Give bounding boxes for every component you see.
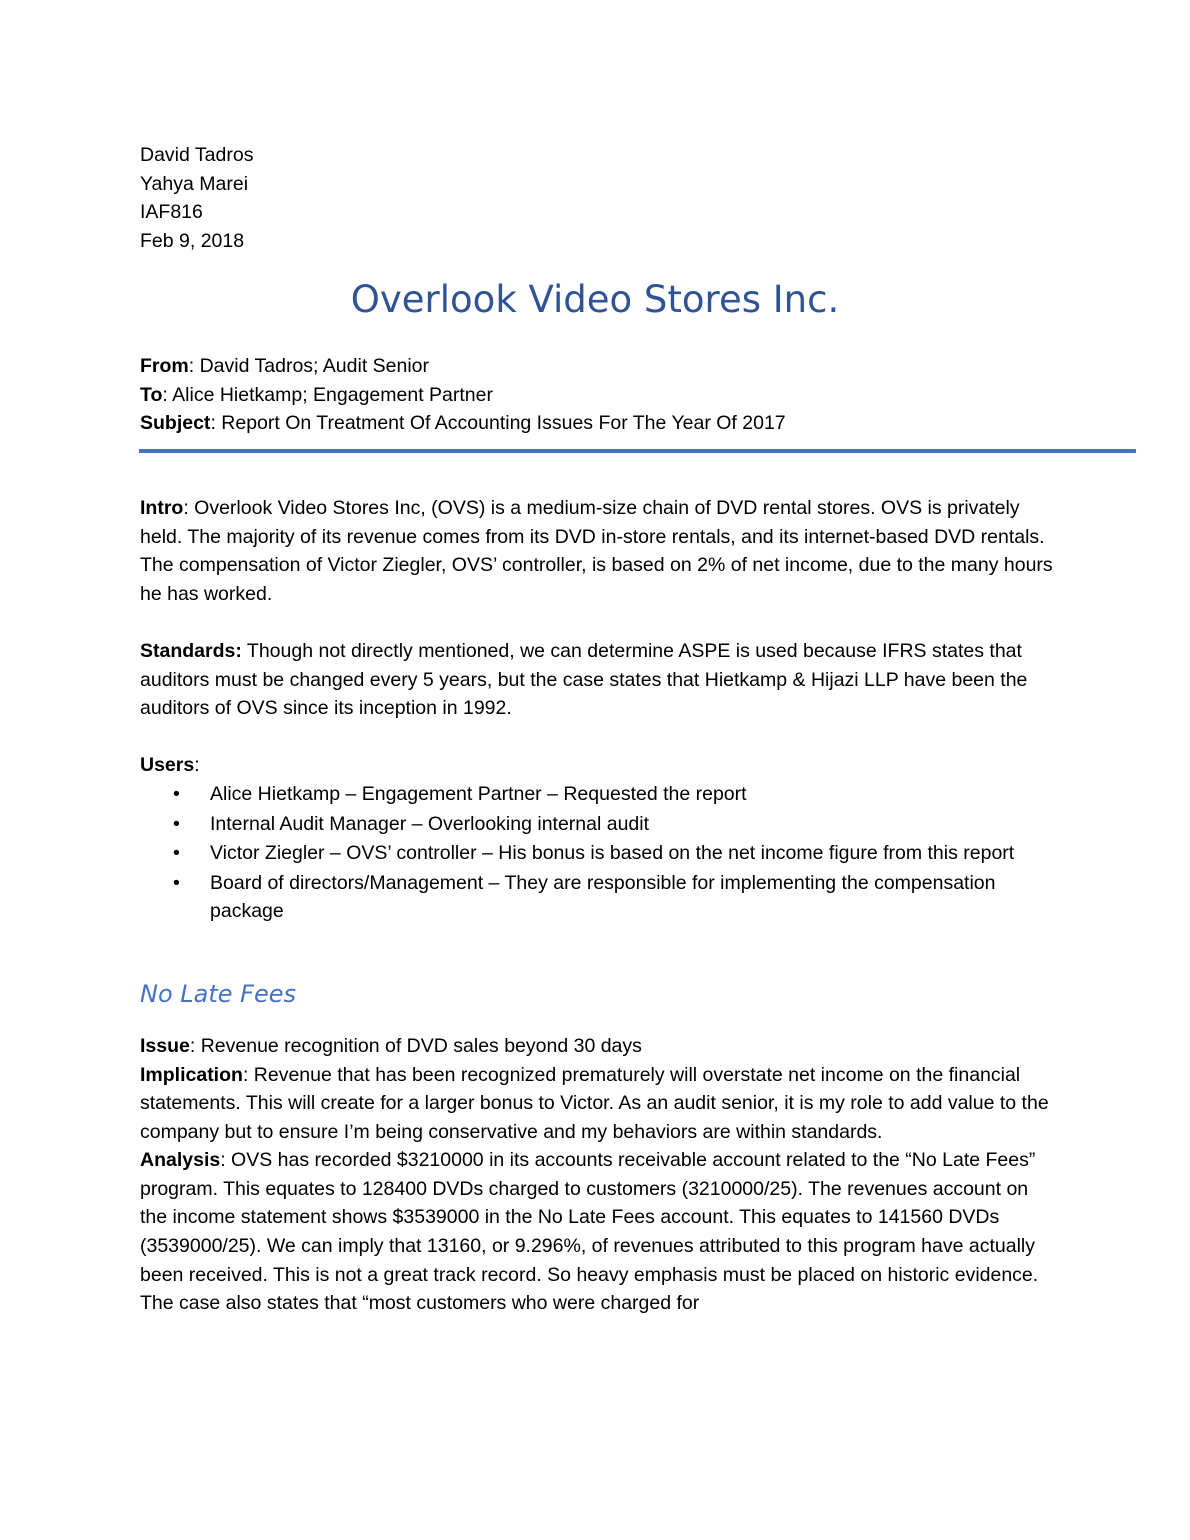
intro-text: : Overlook Video Stores Inc, (OVS) is a medium-size chain of DVD rental stores. OVS is privately held. The majority of its revenue comes from its DVD in-store rentals, and its internet-based DVD rentals. The compensation of Victor Ziegler, OVS’ controller, is based on 2% of net income, due to the many hours he has worked.	[140, 497, 1053, 605]
bullet-icon: •	[173, 782, 180, 805]
report-date: Feb 9, 2018	[140, 229, 245, 252]
memo-from	[140, 352, 786, 381]
implication-label: Implication	[140, 1063, 243, 1086]
users-label: Users	[140, 754, 195, 777]
analysis-text: : OVS has recorded $3210000 in its accounts receivable account related to the “No Late Fees” program. This equates to 128400 DVDs charged to customers (3210000/25). The revenues account on the income statement shows $3539000 in the No Late Fees account. This equates to 141560 DVDs (3539000/25). We can imply that 13160, or 9.296%, of revenues attributed to this program have actually been received. This is not a great track record. So heavy emphasis must be placed on historic evidence. The case also states that “most customers who were charged for	[140, 1149, 1039, 1315]
from-value: : David Tadros; Audit Senior	[188, 355, 430, 377]
subject-value: : Report On Treatment Of Accounting Issues For The Year Of 2017	[210, 412, 786, 435]
memo-to	[140, 381, 786, 410]
header-divider	[139, 449, 1136, 453]
list-item-text: Board of directors/Management – They are responsible for implementing the compensation package	[210, 871, 996, 923]
bullet-icon: •	[173, 812, 180, 835]
analysis-paragraph	[140, 1146, 1060, 1318]
list-item-text: Victor Ziegler – OVS’ controller – His bonus is based on the net income figure from this report	[210, 842, 1015, 865]
memo-subject	[140, 409, 786, 438]
list-item	[140, 839, 1060, 868]
memo-block	[140, 352, 786, 438]
to-label: To	[140, 383, 163, 406]
intro-label: Intro	[140, 497, 184, 519]
analysis-label: Analysis	[140, 1149, 221, 1172]
implication-paragraph	[140, 1061, 1060, 1147]
report-body	[140, 494, 1060, 1318]
list-item	[140, 869, 1060, 926]
course-code: IAF816	[140, 201, 203, 224]
section-heading: No Late Fees	[140, 979, 296, 1008]
users-colon: :	[194, 754, 200, 777]
standards-label: Standards:	[140, 639, 242, 662]
bullet-icon: •	[173, 842, 180, 865]
issue-label: Issue	[140, 1034, 190, 1057]
author-name-2: Yahya Marei	[140, 172, 249, 195]
subject-label: Subject	[140, 412, 211, 435]
list-item	[140, 780, 1060, 809]
intro-paragraph	[140, 494, 1060, 608]
from-label: From	[140, 355, 189, 377]
bullet-icon: •	[173, 871, 180, 894]
to-value: : Alice Hietkamp; Engagement Partner	[162, 383, 493, 406]
author-name-1: David Tadros	[140, 144, 254, 166]
document-title: Overlook Video Stores Inc.	[350, 278, 840, 321]
list-item	[140, 810, 1060, 839]
author-header	[140, 141, 253, 255]
users-heading	[140, 751, 1060, 780]
implication-text: : Revenue that has been recognized prematurely will overstate net income on the financial statements. This will create for a larger bonus to Victor. As an audit senior, it is my role to add value to the company but to ensure I’m being conservative and my behaviors are within standards.	[140, 1063, 1049, 1143]
issue-paragraph	[140, 1032, 1060, 1061]
list-item-text: Internal Audit Manager – Overlooking internal audit	[210, 812, 650, 835]
standards-paragraph	[140, 637, 1060, 723]
list-item-text: Alice Hietkamp – Engagement Partner – Requested the report	[210, 782, 747, 805]
users-list	[140, 780, 1060, 926]
standards-text: Though not directly mentioned, we can determine ASPE is used because IFRS states that auditors must be changed every 5 years, but the case states that Hietkamp & Hijazi LLP have been the auditors of OVS since its inception in 1992.	[140, 639, 1028, 720]
issue-text: : Revenue recognition of DVD sales beyond 30 days	[189, 1034, 642, 1057]
